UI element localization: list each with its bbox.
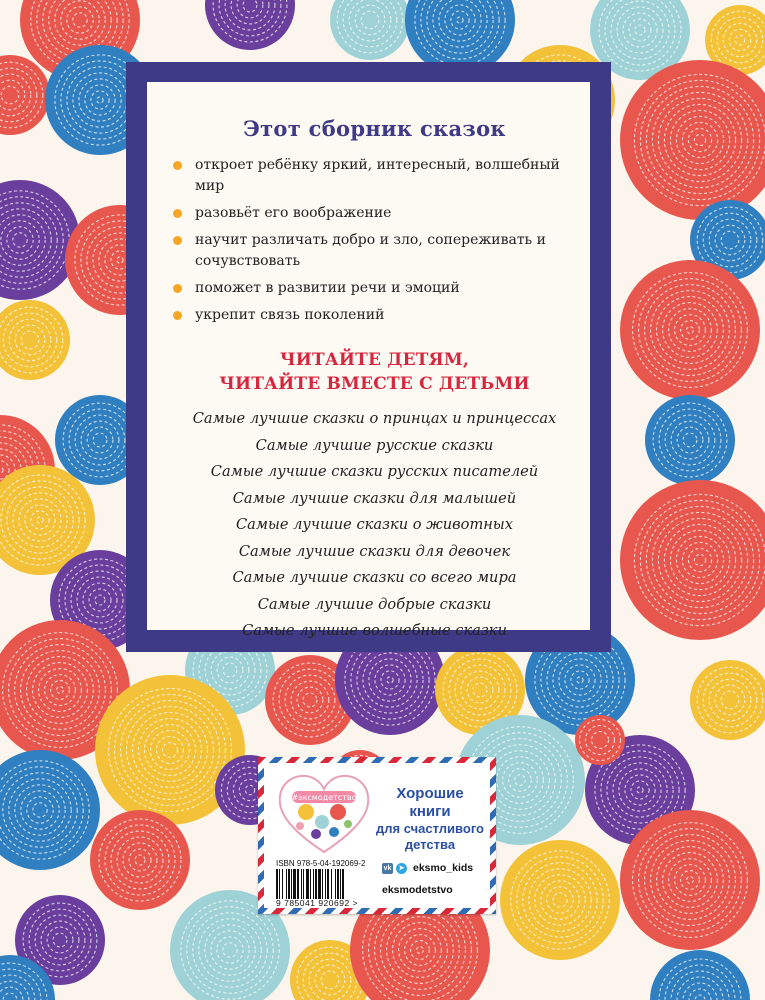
series-title: Самые лучшие сказки о принцах и принцессах <box>192 410 557 427</box>
text-panel <box>126 62 611 652</box>
isbn-digits: 9 785041 920692 > <box>276 898 359 908</box>
series-title: Самые лучшие сказки для девочек <box>238 542 511 560</box>
dotted-circle-icon <box>620 480 765 640</box>
dotted-circle-icon <box>620 810 760 950</box>
dotted-circle-icon <box>575 715 625 765</box>
benefit-item: научит различать добро и зло, сопереживать и сочувствовать <box>173 230 576 272</box>
series-title: Самые лучшие сказки русских писателей <box>210 463 539 480</box>
dotted-circle-icon <box>500 840 620 960</box>
publisher-card <box>258 757 496 914</box>
publisher-card-inner <box>264 763 490 908</box>
dotted-circle-icon <box>330 0 410 60</box>
dotted-circle-icon <box>0 55 50 135</box>
series-title: Самые лучшие сказки со всего мира <box>232 569 517 586</box>
dotted-circle-icon <box>645 395 735 485</box>
series-list <box>173 406 576 645</box>
heart-hashtag: #эксмодетство <box>291 793 357 802</box>
dotted-circle-icon <box>620 60 765 220</box>
slogan <box>376 785 484 853</box>
bullet-dot-icon <box>173 311 182 320</box>
social-row <box>382 862 473 874</box>
dotted-circle-icon <box>205 0 295 50</box>
dotted-circle-icon <box>690 660 765 740</box>
dotted-circle-icon <box>90 810 190 910</box>
benefit-item: укрепит связь поколений <box>173 305 576 326</box>
benefit-item: разовьёт его воображение <box>173 203 576 224</box>
call-line-1: ЧИТАЙТЕ ДЕТЯМ, <box>280 350 469 370</box>
slogan-line-2: книги <box>409 803 451 820</box>
telegram-icon[interactable]: ➤ <box>396 863 407 874</box>
bullet-dot-icon <box>173 236 182 245</box>
dotted-circle-icon <box>0 180 80 300</box>
series-title: Самые лучшие сказки для малышей <box>232 489 517 507</box>
slogan-line-3: для счастливого <box>376 821 484 836</box>
slogan-line-4: детства <box>404 837 456 852</box>
series-title: Самые лучшие волшебные сказки <box>242 622 507 639</box>
site-handle[interactable]: eksmodetstvo <box>382 884 453 896</box>
social-handle[interactable]: eksmo_kids <box>413 862 474 874</box>
bullet-dot-icon <box>173 209 182 218</box>
benefit-item: откроет ребёнку яркий, интересный, волшебный мир <box>173 155 576 197</box>
barcode <box>276 869 374 899</box>
isbn-text: ISBN 978-5-04-192069-2 <box>276 859 366 868</box>
series-title: Самые лучшие русские сказки <box>255 436 494 454</box>
vk-icon[interactable]: vk <box>383 864 392 872</box>
intro-title: Этот сборник сказок <box>243 116 506 141</box>
bullet-dot-icon <box>173 284 182 293</box>
dotted-circle-icon <box>620 260 760 400</box>
series-title: Самые лучшие добрые сказки <box>257 595 492 613</box>
text-panel-inner <box>147 82 590 639</box>
bullet-dot-icon <box>173 161 182 170</box>
dotted-circle-icon <box>0 300 70 380</box>
call-line-2: ЧИТАЙТЕ ВМЕСТЕ С ДЕТЬМИ <box>219 374 530 394</box>
dotted-circle-icon <box>650 950 750 1000</box>
heart-logo-icon <box>276 772 372 854</box>
dotted-circle-icon <box>0 750 100 870</box>
slogan-line-1: Хорошие <box>396 785 464 802</box>
benefit-item: поможет в развитии речи и эмоций <box>173 278 576 299</box>
call-to-read <box>173 348 576 396</box>
benefits-list <box>173 155 576 326</box>
series-title: Самые лучшие сказки о животных <box>235 516 514 533</box>
